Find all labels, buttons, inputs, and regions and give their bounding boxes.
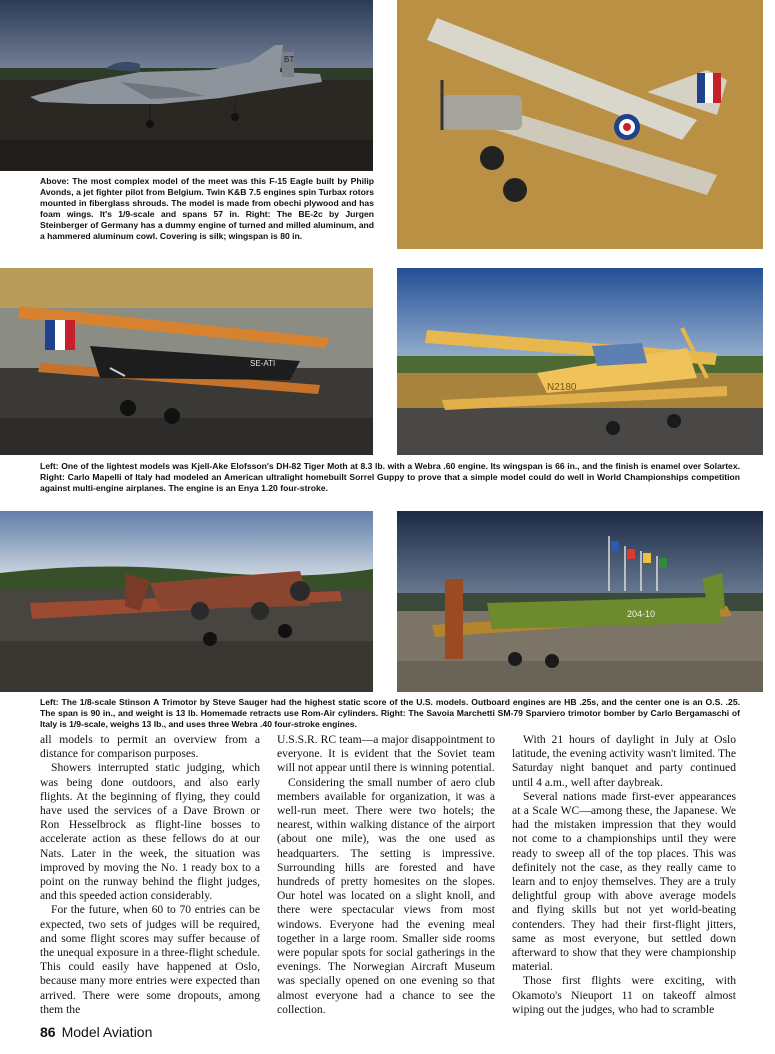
registration-label: SE-ATI	[250, 359, 276, 368]
caption-middle: Left: One of the lightest models was Kjell-Ake Elofsson's DH-82 Tiger Moth at 8.3 lb. with a Webra .60 engine. Its wingspan is 66 in., and the finish is enamel over Solartex. Right: Carlo Mapelli of Italy had modeled an American ultralight homebuilt Sorrel Guppy to prove that a simple model could do well in World Championships competition against multi-engine airplanes. The engine is an Enya 1.20 four-stroke.	[40, 461, 740, 493]
paragraph: Several nations made first-ever appearances at a Scale WC—among these, the Japanese. We had the mistaken impression that they would not come to a championships until they were ready to sweep all of the top places. This was definitely not the case, as they really came to learn and to enjoy themselves. They are a truly delightful group with above average models and flying skills but not yet world-beating contenders. They had their first-flight jitters, same as most everyone, but settled down afterward to show that they were championship material.	[512, 789, 736, 974]
caption-bottom: Left: The 1/8-scale Stinson A Trimotor by Steve Sauger had the highest static score of the U.S. models. Outboard engines are HB .25s, and the center one is an O.S. .25. The span is 90 in., and weight is 13 lb. Homemade retracts use Rom-Air cylinders. Right: The Savoia Marchetti SM-79 Sparviero trimotor bomber by Carlo Bergamaschi of Italy is 1/9-scale, weighs 13 lb., and uses three Webra .40 four-stroke engines.	[40, 697, 740, 729]
photo-tiger-moth	[0, 268, 373, 455]
body-column-1	[40, 733, 260, 1017]
photo-sorrel-guppy	[397, 268, 763, 455]
registration-label: N2180	[547, 382, 577, 393]
paragraph: all models to permit an overview from a distance for comparison purposes.	[40, 733, 260, 761]
paragraph: Considering the small number of aero club members available for organization, it was a well-run meet. There were two hotels; the nearest, within walking distance of the airport (about one mile), was the one used as headquarters. The setting is impressive. Surrounding hills are forested and have hundreds of pretty homesites on the slopes. Our hotel was located on a slight knoll, and there were spectacular views from most windows. Everyone had the evening meal together in a large room. Smaller side rooms were popular spots for social gatherings in the evenings. The Norwegian Aircraft Museum was specially opened on one evening so that almost everyone had a chance to see the collection.	[277, 775, 495, 1016]
paragraph: With 21 hours of daylight in July at Oslo latitude, the evening activity wasn't limited. The Saturday night banquet and party continued until 4 a.m., well after daybreak.	[512, 733, 736, 789]
page-number: 86	[40, 1024, 56, 1040]
photo-be2c-biplane	[397, 0, 763, 249]
body-column-3	[512, 733, 736, 1017]
body-column-2	[277, 733, 495, 1017]
aircraft-marking-label: 204-10	[627, 609, 656, 619]
magazine-title: Model Aviation	[61, 1024, 153, 1040]
photo-stinson-trimotor	[0, 511, 373, 692]
tail-code-label: BT	[284, 55, 295, 64]
photo-sm79-sparviero	[397, 511, 763, 692]
paragraph: Showers interrupted static judging, which was being done outdoors, and also early flights. At the beginning of flying, they could have used the services of a Dave Brown or Ron Hesselbrock as flight-line bosses to accelerate action as these fellows do at our Nats. Later in the week, the situation was improved by moving the No. 1 ready box to a point on the runway behind the flight judges, and this speeded action considerably.	[40, 761, 260, 903]
caption-top: Above: The most complex model of the meet was this F-15 Eagle built by Philip Avonds, a jet fighter pilot from Belgium. Twin K&B 7.5 engines spin Turbax rotors mounted in fiberglass shrouds. The model is made from obechi plywood and has foam wings. It's 1/9-scale and spans 57 in. Right: The BE-2c by Jurgen Steinberger of Germany has a dummy engine of turned and milled aluminum, and a hammered aluminum cowl. Covering is silk; wingspan is 80 in.	[40, 176, 374, 241]
paragraph: For the future, when 60 to 70 entries can be expected, two sets of judges will be required, and some flight scores may suffer because of the unequal exposure in a three-flight schedule. This could easily have happened at Oslo, because many more entries were expected than arrived. There were some dropouts, among them the	[40, 903, 260, 1016]
page-folio	[40, 1024, 152, 1040]
photo-f15-eagle	[0, 0, 373, 171]
paragraph: U.S.S.R. RC team—a major disappointment to everyone. It is evident that the Soviet team will not appear until there is winning potential.	[277, 733, 495, 775]
paragraph: Those first flights were exciting, with Okamoto's Nieuport 11 on takeoff almost wiping out the judges, who had to scramble	[512, 974, 736, 1016]
